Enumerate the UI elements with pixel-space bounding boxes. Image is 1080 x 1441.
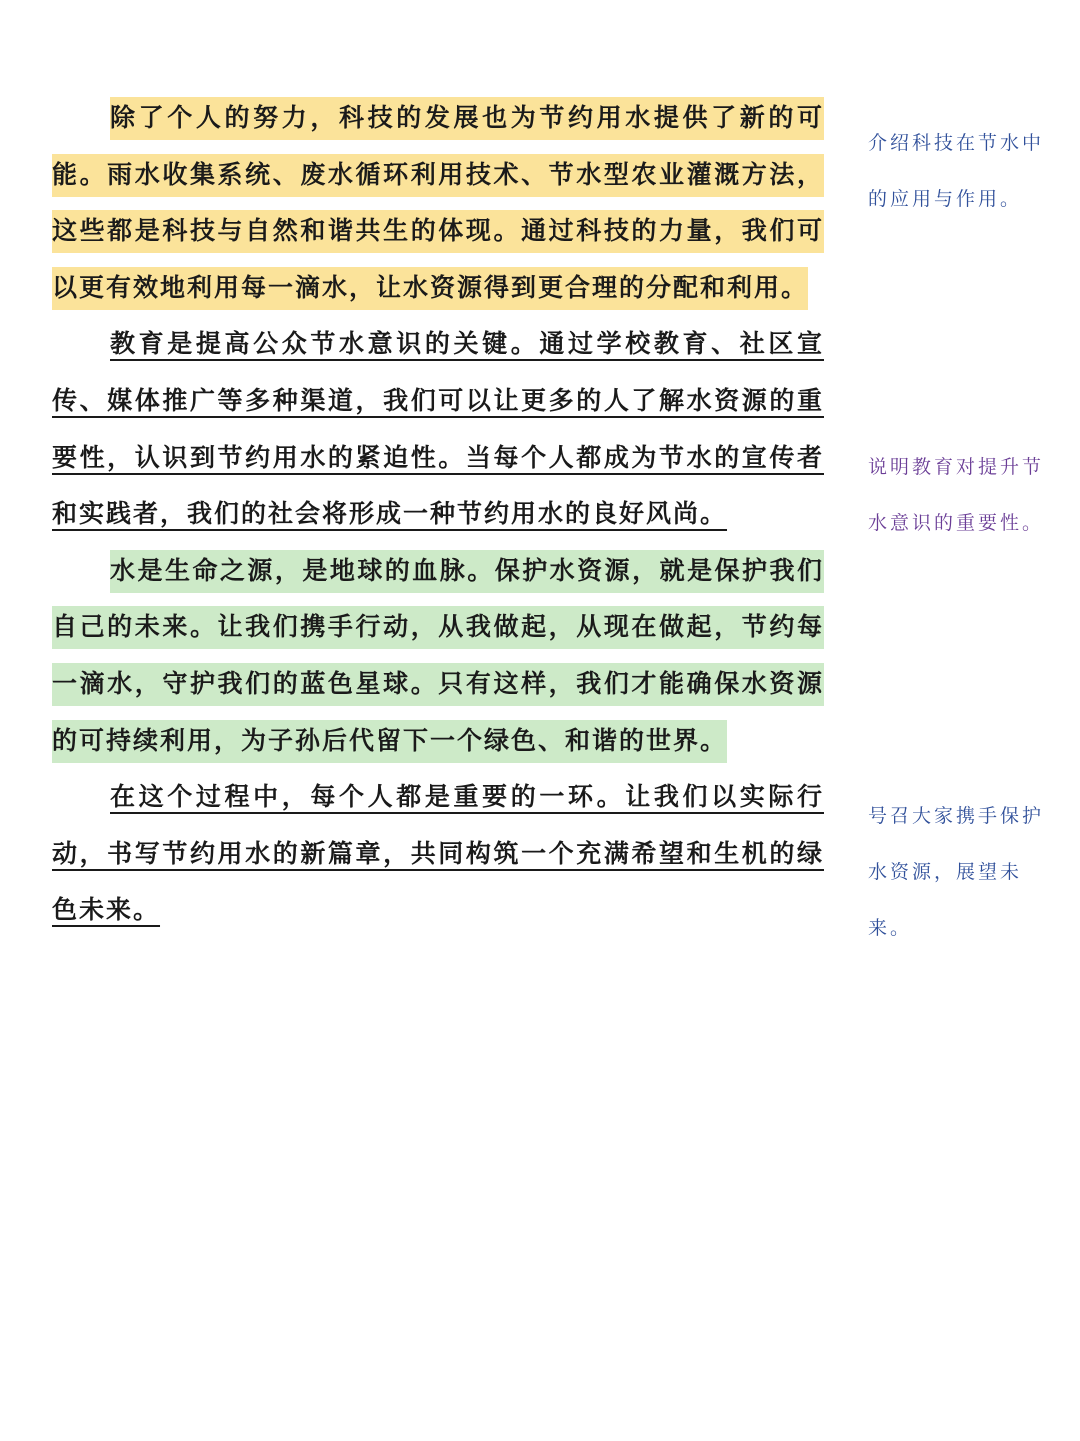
margin-note-technology: 介绍科技在节水中的应用与作用。 [868,132,1045,210]
paragraph-education [52,316,824,542]
paragraph-technology [52,90,824,316]
paragraph-text: 在这个过程中，每个人都是重要的一环。让我们以实际行动，书写节约用水的新篇章，共同构筑一个充满希望和生机的绿色未来。 [52,782,824,925]
margin-note-education: 说明教育对提升节水意识的重要性。 [868,456,1045,534]
paragraph-text: 水是生命之源，是地球的血脉。保护水资源，就是保护我们自己的未来。让我们携手行动，从我做起，从现在做起，节约每一滴水，守护我们的蓝色星球。只有这样，我们才能确保水资源的可持续利用，为子孙后代留下一个绿色、和谐的世界。 [52,550,824,763]
paragraph-conclusion [52,769,824,939]
paragraph-text: 教育是提高公众节水意识的关键。通过学校教育、社区宣传、媒体推广等多种渠道，我们可以让更多的人了解水资源的重要性，认识到节约用水的紧迫性。当每个人都成为节水的宣传者和实践者，我们的社会将形成一种节约用水的良好风尚。 [52,329,824,529]
margin-note-call-to-action: 号召大家携手保护水资源，展望未来。 [868,805,1045,939]
essay-body [52,90,824,939]
paragraph-call-to-action [52,543,824,769]
paragraph-text: 除了个人的努力，科技的发展也为节约用水提供了新的可能。雨水收集系统、废水循环利用技术、节水型农业灌溉方法，这些都是科技与自然和谐共生的体现。通过科技的力量，我们可以更有效地利用每一滴水，让水资源得到更合理的分配和利用。 [52,97,824,310]
